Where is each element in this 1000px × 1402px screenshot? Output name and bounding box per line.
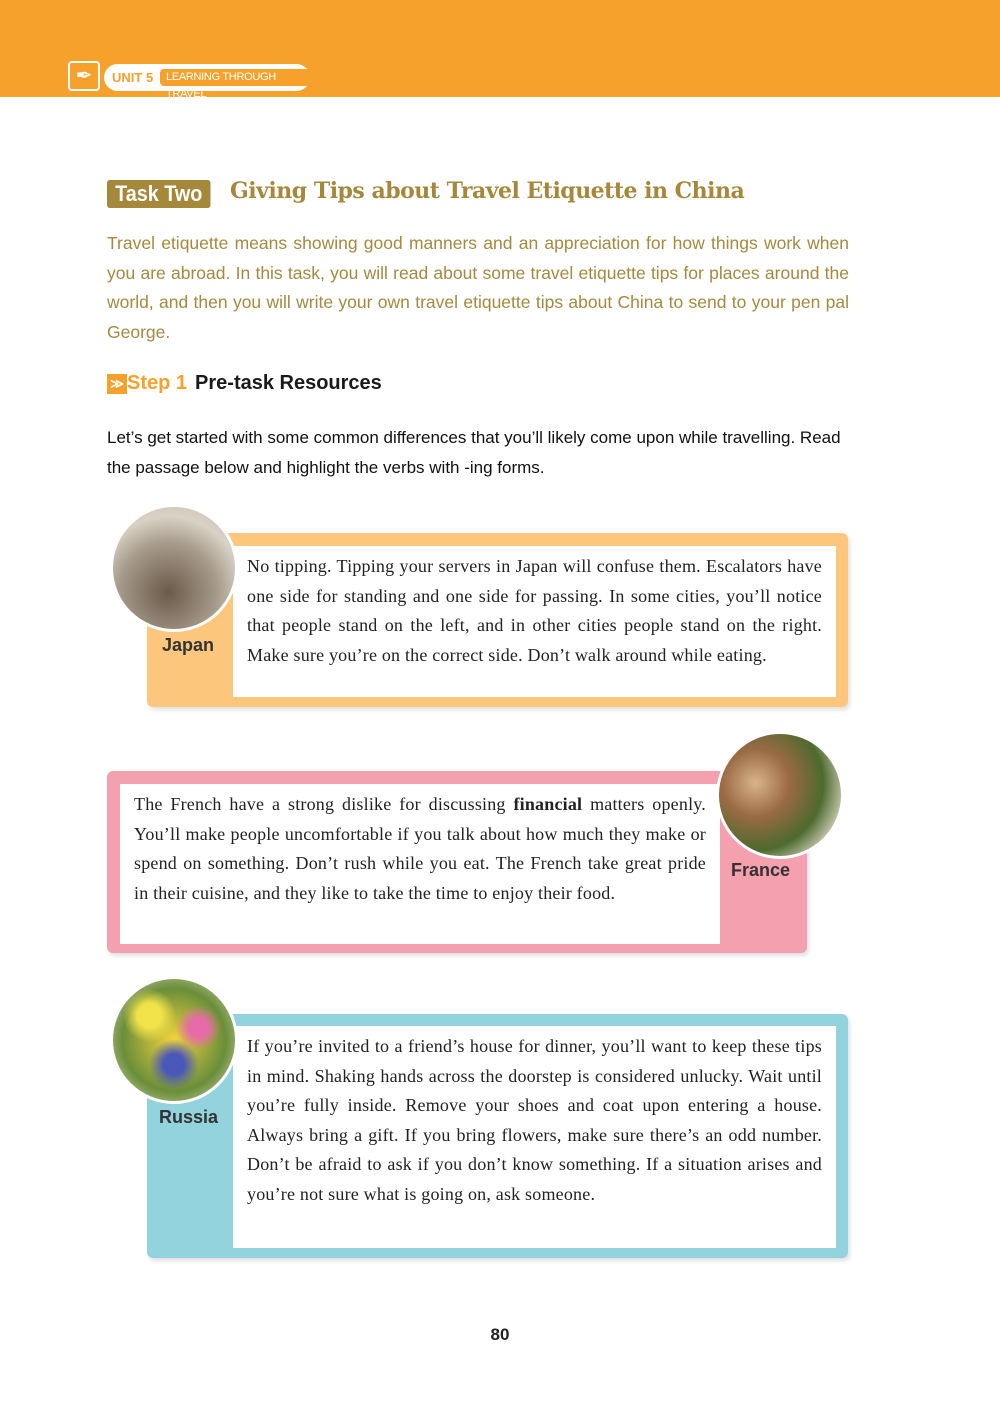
russia-label: Russia [159,1107,219,1127]
step-label: Step 1 [127,372,188,394]
france-text-end: matters openly. You’ll make people uncomfortable if you talk about how much they make or spend on something. Don’t rush while you eat. The French take great pride in their cuisine, and they like to take the time to enjoy their food. [134,794,706,903]
russia-text: If you’re invited to a friend’s house for dinner, you’ll want to keep these tips in mind. Shaking hands across the doorstep is considered unlucky. Wait until you’re fully inside. Remove your shoes and coat upon entering a house. Always bring a gift. If you bring flowers, make sure there’s an odd number. Don’t be afraid to ask if you don’t know something. If a situation arises and you’re not sure what is going on, ask someone. [233,1026,836,1248]
unit-number: UNIT 5 [112,70,154,85]
france-text-start: The French have a strong dislike for discussing [134,794,514,814]
unit-label [104,64,310,100]
task-intro: Travel etiquette means showing good manners and an appreciation for how things work when you are abroad. In this task, you will read about some travel etiquette tips for places around the world, and then you will write your own travel etiquette tips about China to send to your pen pal George. [107,233,849,342]
france-dining-photo [716,731,844,859]
step-title: Pre-task Resources [195,372,382,394]
france-text [120,784,720,944]
page-number: 80 [490,1325,510,1344]
step-heading [107,372,382,395]
france-bold-word: financial [513,794,583,814]
russia-flowers-photo [110,976,238,1104]
task-badge: Task Two [107,180,211,208]
task-title: Giving Tips about Travel Etiquette in China [230,178,745,204]
japan-text: No tipping. Tipping your servers in Japan will confuse them. Escalators have one side for standing and one side for passing. In some cities, you’ll notice that people stand on the left, and in other cities people stand on the right. Make sure you’re on the correct side. Don’t walk around while eating. [233,546,836,697]
unit-header-bar [0,0,1000,100]
pen-icon: ✒ [68,61,100,91]
japan-label: Japan [162,635,215,655]
double-chevron-icon: ≫ [107,374,127,394]
unit-title: LEARNING THROUGH TRAVEL [160,69,310,86]
japan-escalator-photo [110,504,238,632]
france-label: France [731,860,791,880]
step-instructions: Let’s get started with some common differences that you’ll likely come upon while travelling. Read the passage below and highlight the verbs with -ing forms. [107,428,841,477]
